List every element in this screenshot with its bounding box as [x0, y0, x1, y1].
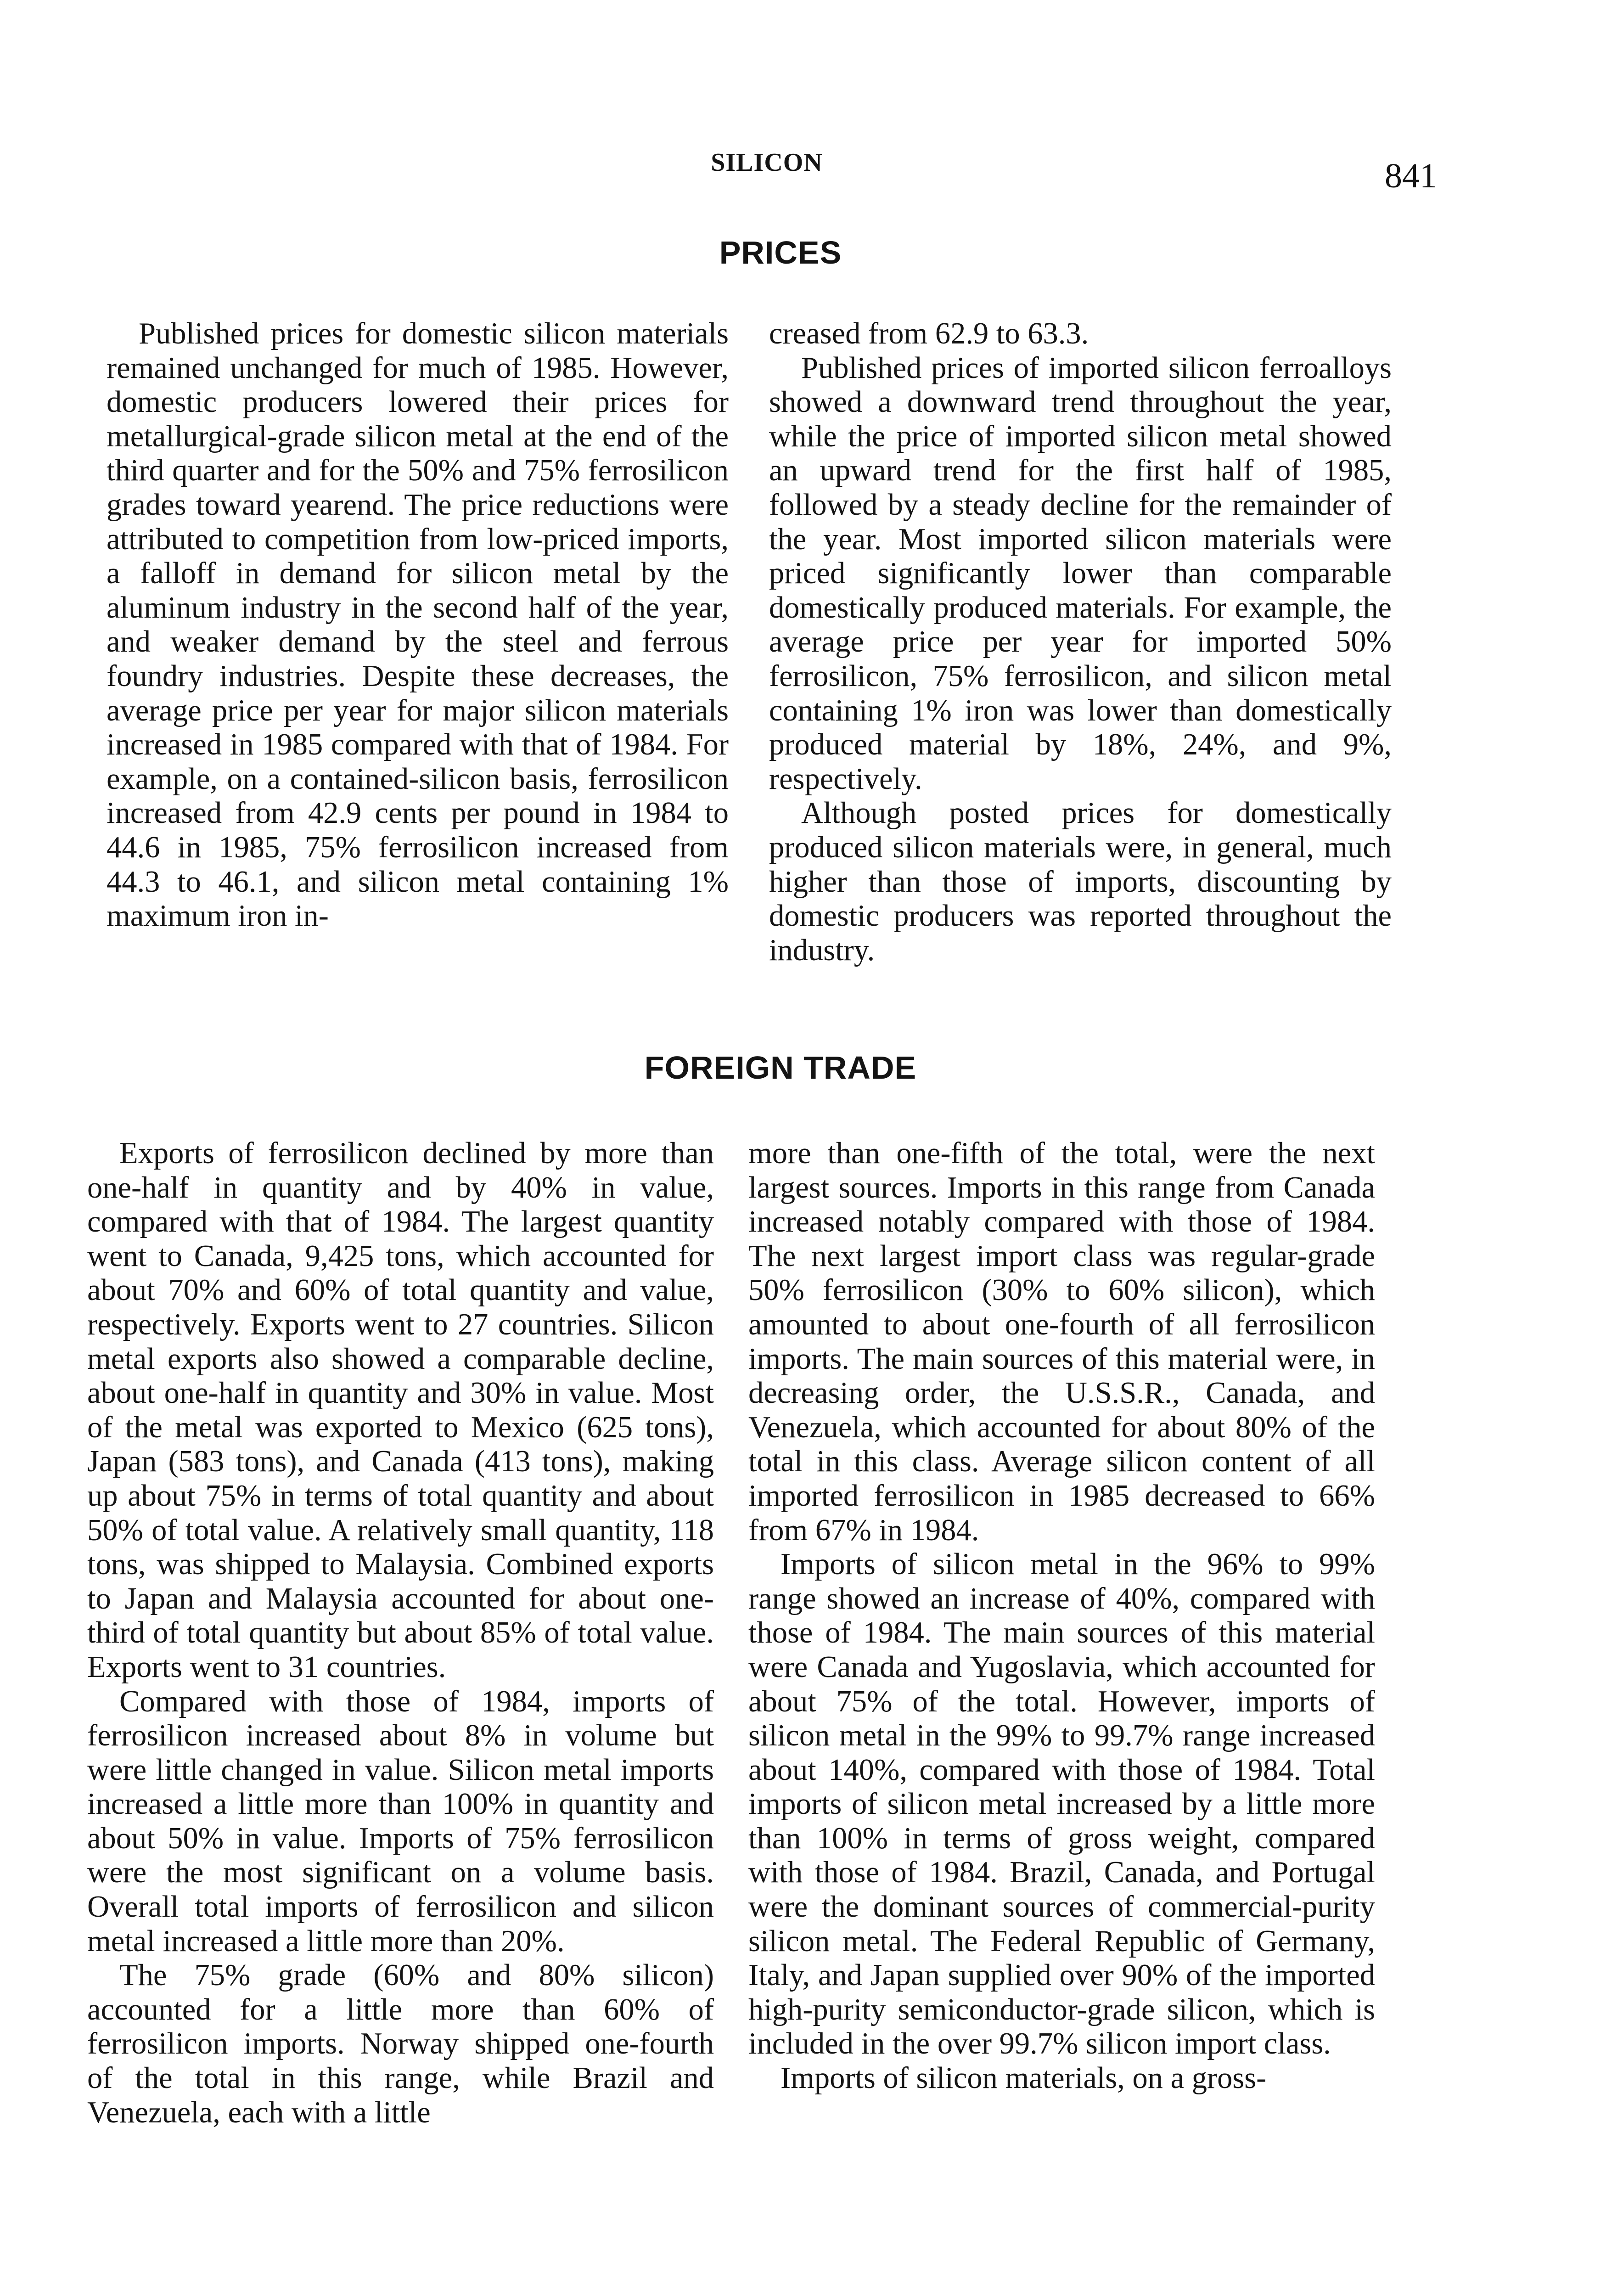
- paragraph: Imports of silicon materials, on a gross-: [781, 2061, 1267, 2095]
- paragraph: Exports of ferrosilicon declined by more than one-half in quantity and by 40% in value, compared with that of 1984. The largest quantity went to Canada, 9,425 tons, which accounted for about 70% and 60% of total quantity and value, respectively. Exports went to 27 countries. Silicon metal exports also showed a comparable decline, about one-half in quantity and 30% in value. Most of the metal was exported to Mexico (625 tons), Japan (583 tons), and Canada (413 tons), making up about 75% in terms of total quantity and about 50% of total value. A relatively small quantity, 118 tons, was shipped to Malaysia. Combined exports to Japan and Malaysia accounted for about one-third of total quantity but about 85% of total value. Exports went to 31 countries.: [87, 1137, 714, 1684]
- running-title: SILICON: [711, 148, 823, 177]
- paragraph: Compared with those of 1984, imports of ferrosilicon increased about 8% in volume but were little changed in value. Silicon metal imports increased a little more than 100% in quantity and about 50% in value. Imports of 75% ferrosilicon were the most significant on a volume basis. Overall total imports of ferrosilicon and silicon metal increased a little more than 20%.: [87, 1684, 714, 1958]
- paragraph: Imports of silicon metal in the 96% to 99% range showed an increase of 40%, compared with those of 1984. The main sources of this material were Canada and Yugoslavia, which accounted for about 75% of the total. However, imports of silicon metal in the 99% to 99.7% range increased about 140%, compared with those of 1984. Total imports of silicon metal increased by a little more than 100% in terms of gross weight, compared with those of 1984. Brazil, Canada, and Portugal were the dominant sources of commercial-purity silicon metal. The Federal Republic of Germany, Italy, and Japan supplied over 90% of the imported high-purity semiconductor-grade silicon, which is included in the over 99.7% silicon import class.: [748, 1548, 1375, 2061]
- prices-heading: PRICES: [719, 235, 842, 270]
- paragraph: more than one-fifth of the total, were the next largest sources. Imports in this range from Canada increased notably compared with those of 1984. The next largest import class was regular-grade 50% ferrosilicon (30% to 60% silicon), which amounted to about one-fourth of all ferrosilicon imports. The main sources of this material were, in decreasing order, the U.S.S.R., Canada, and Venezuela, which accounted for about 80% of the total in this class. Average silicon content of all imported ferrosilicon in 1985 decreased to 66% from 67% in 1984.: [748, 1137, 1375, 1547]
- prices-right-column: [769, 317, 1392, 968]
- foreign-trade-left-column: [87, 1137, 714, 2130]
- paragraph: Although posted prices for domestically produced silicon materials were, in general, much higher than those of imports, discounting by domestic producers was reported throughout the industry.: [769, 796, 1392, 967]
- paragraph: Published prices of imported silicon ferroalloys showed a downward trend throughout the year, while the price of imported silicon metal showed an upward trend for the first half of 1985, followed by a steady decline for the remainder of the year. Most imported silicon materials were priced significantly lower than comparable domestically produced materials. For example, the average price per year for imported 50% ferrosilicon, 75% ferrosilicon, and silicon metal containing 1% iron was lower than domestically produced material by 18%, 24%, and 9%, respectively.: [769, 351, 1392, 796]
- paragraph: The 75% grade (60% and 80% silicon) accounted for a little more than 60% of ferrosilicon imports. Norway shipped one-fourth of the total in this range, while Brazil and Venezuela, each with a little: [87, 1958, 714, 2129]
- page-number: 841: [1385, 157, 1437, 195]
- foreign-trade-right-column: [748, 1137, 1375, 2096]
- paragraph: creased from 62.9 to 63.3.: [769, 317, 1089, 350]
- foreign-trade-heading: FOREIGN TRADE: [644, 1050, 917, 1086]
- prices-left-column: [107, 317, 729, 934]
- paragraph: Published prices for domestic silicon materials remained unchanged for much of 1985. However, domestic producers lowered their prices for metallurgical-grade silicon metal at the end of the third quarter and for the 50% and 75% ferrosilicon grades toward yearend. The price reductions were attributed to competition from low-priced imports, a falloff in demand for silicon metal by the aluminum industry in the second half of the year, and weaker demand by the steel and ferrous foundry industries. Despite these decreases, the average price per year for major silicon materials increased in 1985 compared with that of 1984. For example, on a contained-silicon basis, ferrosilicon increased from 42.9 cents per pound in 1984 to 44.6 in 1985, 75% ferrosilicon increased from 44.3 to 46.1, and silicon metal containing 1% maximum iron in-: [107, 317, 729, 933]
